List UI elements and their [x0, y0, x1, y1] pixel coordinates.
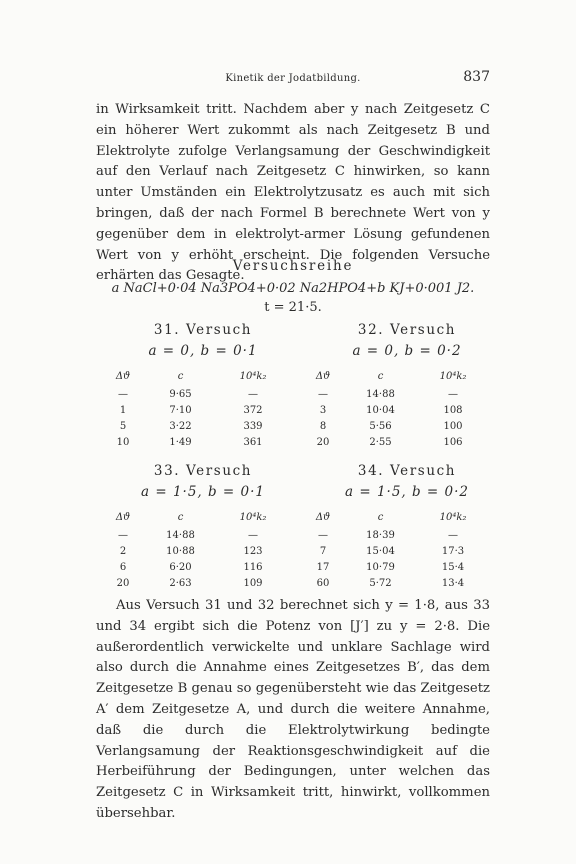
- experiment-title: 32. Versuch: [357, 322, 457, 338]
- cell: 17·3: [441, 545, 465, 557]
- experiment-31: [108, 320, 298, 451]
- cell: 2·55: [369, 437, 392, 449]
- body-paragraph-1: in Wirksamkeit tritt. Nachdem aber y nach Zeitgesetz C ein höherer Wert zukommt als nach Zeitgesetz B und Elektrolyte zufolge Verlangsamung der Geschwindigkeit auf den Verlauf nach Zeitgesetz C hinwirken, so kann unter Umständen ein Elektrolytzusatz es auch mit sich bringen, daß der nach Formel B berechnete Wert von y gegenüber dem in elektrolyt-armer Lösung gefundenen Wert von y erhöht erscheint. Die folgenden Versuche erhärten das Gesagte.: [96, 102, 490, 284]
- table-row: [108, 527, 283, 543]
- table-row: [308, 576, 483, 592]
- data-table: [308, 366, 483, 451]
- experiment-params: a = 0, b = 0·2: [352, 343, 462, 359]
- reaction-formula: a NaCl+0·04 Na3PO4+0·02 Na2HPO4+b KJ+0·001 J2.: [111, 281, 475, 296]
- cell: —: [118, 388, 128, 400]
- body-paragraph-2: Aus Versuch 31 und 32 berechnet sich y = 1·8, aus 33 und 34 ergibt sich die Potenz von [J′] zu y = 2·8. Die außerordentlich verwickelte und unklare Sachlage wird also durch die Annahme eines Zeitgesetzes B′, das dem Zeitgesetze B genau so gegenübersteht wie das Zeitgesetz A′ dem Zeitgesetze A, und durch die weitere Annahme, daß die durch die Elektrolytwirkung bedingte Verlangsamung der Reaktionsgeschwindigkeit auf die Herbeiführung der Bedingungen, unter welchen das Zeitgesetz C in Wirksamkeit tritt, hinwirkt, vollkommen übersehbar.: [96, 598, 490, 821]
- temperature-condition: t = 21·5.: [264, 300, 322, 315]
- cell: 6·20: [169, 561, 192, 573]
- cell: 2·63: [169, 578, 192, 590]
- cell: 1: [119, 404, 127, 416]
- cell: —: [318, 388, 328, 400]
- cell: 13·4: [441, 578, 465, 590]
- cell: 60: [316, 578, 330, 590]
- cell: 3·22: [169, 420, 192, 432]
- cell: 5: [119, 420, 127, 432]
- cell: 3: [319, 404, 327, 416]
- col-header-c: c: [377, 511, 384, 523]
- col-header-c: c: [377, 370, 384, 382]
- table-row: [108, 559, 283, 575]
- col-header-k: 10⁴k₂: [439, 370, 467, 382]
- page-header: [96, 67, 490, 87]
- cell: 10·04: [366, 404, 395, 416]
- experiment-32: [312, 320, 502, 451]
- table-row: [108, 543, 283, 559]
- col-header-delta: Δϑ: [115, 511, 131, 523]
- cell: 109: [243, 578, 263, 590]
- cell: 106: [443, 437, 463, 449]
- table-row: [108, 402, 283, 418]
- col-header-c: c: [177, 511, 184, 523]
- table-row: [308, 402, 483, 418]
- experiment-title: 31. Versuch: [153, 322, 253, 338]
- data-table: [108, 366, 283, 451]
- experiment-params: a = 1·5, b = 0·1: [141, 484, 265, 500]
- cell: 116: [243, 561, 263, 573]
- cell: 10: [116, 437, 130, 449]
- series-title: Versuchsreihe: [232, 258, 354, 274]
- col-header-delta: Δϑ: [115, 370, 131, 382]
- cell: 5·56: [369, 420, 392, 432]
- cell: 15·04: [366, 545, 395, 557]
- cell: 15·4: [441, 561, 465, 573]
- experiment-34: [312, 461, 502, 592]
- cell: —: [318, 529, 328, 541]
- experiment-params: a = 0, b = 0·1: [148, 343, 258, 359]
- cell: 20: [316, 437, 330, 449]
- cell: 20: [116, 578, 130, 590]
- cell: 2: [119, 545, 127, 557]
- cell: 100: [443, 420, 463, 432]
- table-row: [308, 418, 483, 434]
- col-header-k: 10⁴k₂: [239, 511, 267, 523]
- cell: 108: [443, 404, 463, 416]
- cell: 17: [316, 561, 330, 573]
- table-row: [108, 386, 283, 402]
- table-row: [308, 543, 483, 559]
- cell: 5·72: [369, 578, 392, 590]
- cell: 123: [243, 545, 263, 557]
- table-row: [108, 418, 283, 434]
- cell: 372: [243, 404, 263, 416]
- data-table: [108, 507, 283, 592]
- data-table: [308, 507, 483, 592]
- cell: —: [448, 529, 458, 541]
- experiment-title: 34. Versuch: [357, 463, 457, 479]
- col-header-k: 10⁴k₂: [239, 370, 267, 382]
- cell: 14·88: [166, 529, 195, 541]
- col-header-c: c: [177, 370, 184, 382]
- cell: 10·88: [166, 545, 195, 557]
- cell: 8: [319, 420, 327, 432]
- cell: 7·10: [169, 404, 192, 416]
- cell: —: [248, 529, 258, 541]
- page-number: 837: [463, 69, 490, 85]
- running-title: Kinetik der Jodatbildung.: [225, 73, 361, 84]
- experiment-title: 33. Versuch: [153, 463, 253, 479]
- experiment-33: [108, 461, 298, 592]
- cell: —: [448, 388, 458, 400]
- cell: —: [248, 388, 258, 400]
- experiment-params: a = 1·5, b = 0·2: [345, 484, 469, 500]
- cell: 9·65: [169, 388, 192, 400]
- table-row: [308, 386, 483, 402]
- cell: 6: [119, 561, 127, 573]
- table-row: [108, 576, 283, 592]
- cell: 339: [243, 420, 263, 432]
- table-row: [308, 435, 483, 451]
- col-header-k: 10⁴k₂: [439, 511, 467, 523]
- col-header-delta: Δϑ: [315, 370, 331, 382]
- col-header-delta: Δϑ: [315, 511, 331, 523]
- cell: 7: [319, 545, 327, 557]
- cell: 14·88: [366, 388, 395, 400]
- cell: 18·39: [366, 529, 395, 541]
- cell: 361: [243, 437, 263, 449]
- table-row: [308, 527, 483, 543]
- table-row: [308, 559, 483, 575]
- cell: —: [118, 529, 128, 541]
- cell: 10·79: [366, 561, 395, 573]
- table-row: [108, 435, 283, 451]
- cell: 1·49: [169, 437, 192, 449]
